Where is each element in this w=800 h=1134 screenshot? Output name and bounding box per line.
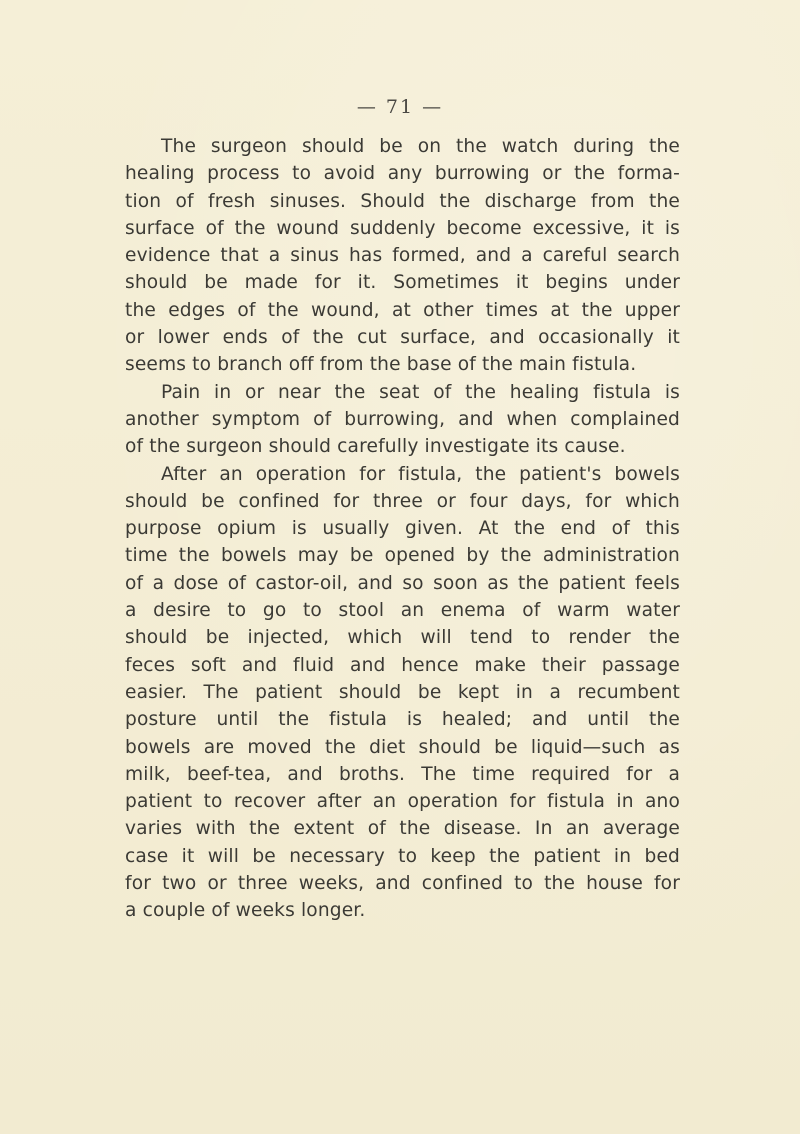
text-line: time the bowels may be opened by the administration bbox=[125, 545, 680, 567]
text-line: bowels are moved the diet should be liquid—such as bbox=[125, 736, 680, 758]
text-line: milk, beef-tea, and broths. The time required for a bbox=[125, 763, 680, 785]
text-line: The surgeon should be on the watch during the bbox=[161, 136, 680, 157]
text-line: purpose opium is usually given. At the end of this bbox=[125, 518, 680, 540]
text-line: should be made for it. Sometimes it begins under bbox=[125, 272, 680, 294]
text-line: posture until the fistula is healed; and until the bbox=[125, 709, 680, 731]
text-line: tion of fresh sinuses. Should the discharge from the bbox=[125, 190, 680, 212]
text-line: surface of the wound suddenly become excessive, it is bbox=[125, 217, 680, 239]
text-line: of the surgeon should carefully investigate its cause. bbox=[125, 436, 626, 458]
text-line: feces soft and fluid and hence make their passage bbox=[125, 654, 680, 676]
text-line: After an operation for fistula, the patient's bowels bbox=[161, 463, 680, 485]
text-line: evidence that a sinus has formed, and a careful search bbox=[125, 245, 680, 267]
text-line: a desire to go to stool an enema of warm water bbox=[125, 600, 680, 622]
page-number: — 71 — bbox=[356, 96, 444, 118]
text-line: Pain in or near the seat of the healing fistula is bbox=[161, 381, 680, 403]
text-line: for two or three weeks, and confined to the house for bbox=[125, 873, 680, 895]
text-line: case it will be necessary to keep the patient in bed bbox=[125, 845, 680, 867]
text-line: should be injected, which will tend to render the bbox=[125, 627, 680, 649]
text-line: healing process to avoid any burrowing or the forma- bbox=[125, 163, 680, 185]
text-line: the edges of the wound, at other times at the upper bbox=[125, 299, 680, 321]
text-line: patient to recover after an operation for fistula in ano bbox=[125, 791, 680, 813]
text-line: should be confined for three or four days, for which bbox=[125, 490, 680, 512]
text-line: seems to branch off from the base of the main fistula. bbox=[125, 354, 637, 376]
text-line: varies with the extent of the disease. In an average bbox=[125, 818, 680, 840]
text-line: easier. The patient should be kept in a recumbent bbox=[125, 681, 680, 703]
text-line: or lower ends of the cut surface, and occasionally it bbox=[125, 327, 680, 349]
text-line: a couple of weeks longer. bbox=[125, 900, 366, 922]
text-line: another symptom of burrowing, and when complained bbox=[125, 408, 680, 430]
body-text bbox=[125, 133, 680, 925]
text-line: of a dose of castor-oil, and so soon as the patient feels bbox=[125, 572, 680, 594]
